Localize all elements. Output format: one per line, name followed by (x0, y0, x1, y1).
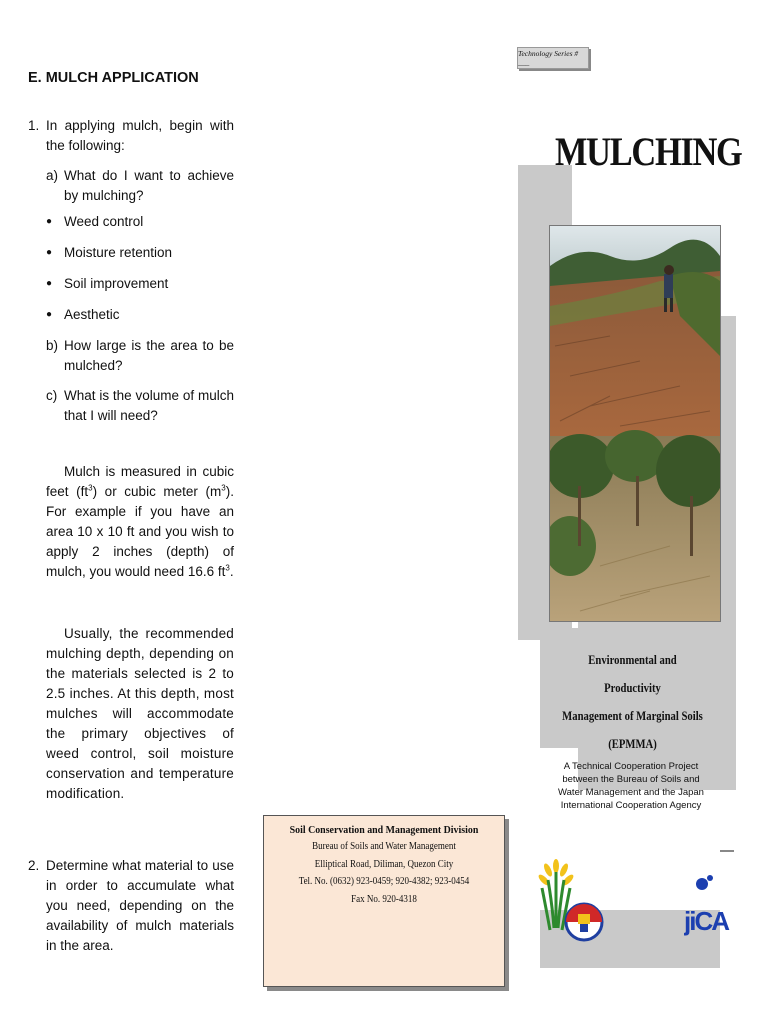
sub-text: How large is the area to be mulched? (64, 338, 234, 373)
project-desc-line: International Cooperation Agency (560, 800, 702, 811)
bullet-icon: ● (46, 247, 53, 258)
bswm-logo-icon (536, 858, 608, 950)
phone-line: Tel. No. (0632) 923-0459; 920-4382; 923-0454 (298, 876, 470, 887)
superscript: 3 (88, 483, 93, 493)
bullet-text: Aesthetic (64, 307, 120, 322)
goal-bullet-list (46, 212, 234, 325)
jica-logo (684, 874, 734, 936)
item-number: 1. (28, 118, 40, 133)
item-number: 2. (28, 858, 40, 873)
series-tag: Technology Series # ___ (517, 47, 589, 69)
project-title (561, 646, 705, 758)
project-desc-line: between the Bureau of Soils and (562, 774, 700, 785)
bullet-item (46, 243, 234, 263)
para-text: . (229, 564, 234, 579)
item-text: In applying mulch, begin with the following: (46, 118, 234, 153)
jica-logo-icon (684, 874, 734, 936)
item-text: Determine what material to use in order to accumulate what you need, depending on the availability of mulch materials in the area. (46, 858, 234, 953)
sub-letter: a) (46, 168, 59, 183)
bullet-text: Weed control (64, 214, 144, 229)
list-item-1 (28, 116, 234, 426)
para-text: Mulch is measured in cubic feet (ft (46, 464, 234, 499)
project-title-line: (EPMMA) (608, 736, 657, 751)
project-title-line: Environmental and Productivity (588, 652, 677, 695)
superscript: 3 (225, 563, 230, 573)
mulching-photo-art (550, 226, 720, 621)
section-heading: E. MULCH APPLICATION (28, 70, 199, 86)
address-line: Bureau of Soils and Water Management (312, 841, 456, 852)
volume-paragraph (46, 462, 234, 582)
bullet-text: Moisture retention (64, 245, 173, 260)
bswm-logo (536, 858, 608, 950)
sub-text: What do I want to achieve by mulching? (64, 168, 234, 203)
sub-item-b (46, 336, 234, 376)
project-desc-line: A Technical Cooperation Project (563, 761, 699, 772)
para-text: ). For example if you have an area 10 x 10 ft and you wish to apply 2 inches (depth) of mulch, you would need 16.6 ft (46, 484, 234, 579)
divider (720, 850, 734, 852)
address-box (263, 815, 505, 987)
page-title: MULCHING (555, 129, 742, 174)
jica-logo-text: jiCA (684, 906, 728, 936)
superscript: 3 (221, 483, 226, 493)
bullet-item (46, 212, 234, 232)
sub-text: What is the volume of mulch that I will need? (64, 388, 234, 423)
mulching-photo (549, 225, 721, 622)
sub-item-c (46, 386, 234, 426)
sub-letter: b) (46, 338, 59, 353)
project-description (556, 760, 706, 812)
list-item-2 (28, 856, 234, 956)
address-line: Elliptical Road, Diliman, Quezon City (314, 858, 454, 870)
division-name: Soil Conservation and Management Division (289, 824, 479, 836)
bullet-icon: ● (46, 309, 53, 320)
bullet-item (46, 305, 234, 325)
sub-item-a (46, 166, 234, 206)
para-text: ) or cubic meter (m (92, 484, 222, 499)
project-desc-line: Water Management and the Japan (558, 787, 704, 798)
sub-letter: c) (46, 388, 58, 403)
bullet-item (46, 274, 234, 294)
bullet-icon: ● (46, 278, 53, 289)
bullet-icon: ● (46, 216, 53, 227)
left-column (28, 60, 234, 956)
project-title-line: Management of Marginal Soils (562, 708, 703, 723)
fax-line: Fax No. 920-4318 (351, 893, 417, 905)
depth-paragraph: Usually, the recommended mulching depth, depending on the materials selected is 2 to 2.5 inches. At this depth, most mulches will accommodate the primary objectives of weed control, soil moisture conservation and temperature modification. (46, 626, 234, 801)
bullet-text: Soil improvement (64, 276, 169, 291)
